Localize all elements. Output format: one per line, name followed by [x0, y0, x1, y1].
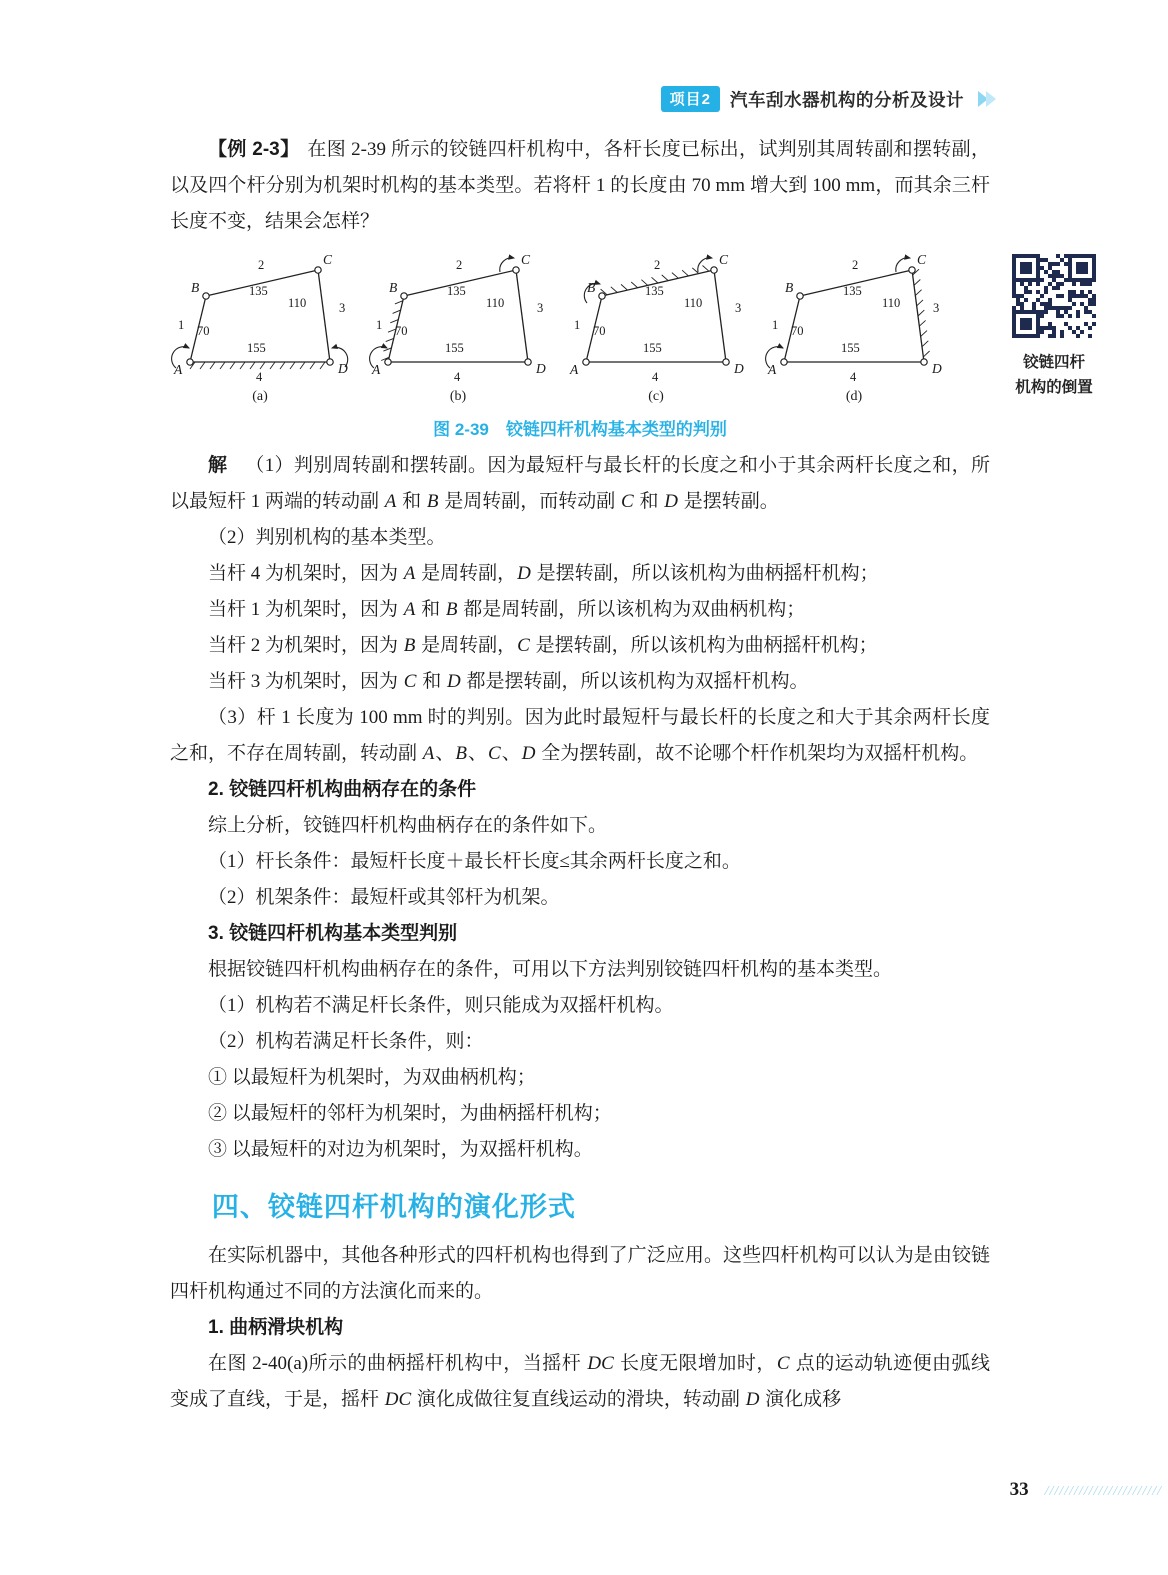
svg-text:2: 2: [654, 258, 661, 272]
linkage-diagram-c: [566, 250, 756, 409]
svg-text:1: 1: [772, 318, 779, 332]
svg-text:D: D: [536, 361, 546, 376]
svg-text:2: 2: [258, 258, 265, 272]
chevron-right-icon: [974, 90, 1000, 108]
svg-text:D: D: [932, 361, 942, 376]
figure-caption: 图 2-39 铰链四杆机构基本类型的判别: [433, 420, 727, 439]
page-header: [661, 86, 1000, 112]
heading-slider-crank: 1. 曲柄滑块机构: [208, 1317, 344, 1338]
svg-text:1: 1: [178, 318, 185, 332]
svg-text:B: B: [587, 280, 596, 295]
svg-text:3: 3: [339, 301, 346, 315]
section3-paragraph-1: 根据铰链四杆机构曲柄存在的条件，可用以下方法判别铰链四杆机构的基本类型。: [208, 959, 893, 980]
svg-text:70: 70: [395, 324, 408, 338]
qr-code[interactable]: [1012, 254, 1096, 338]
section2-item-1: （1）杆长条件：最短杆长度＋最长杆长度≤其余两杆长度之和。: [208, 851, 741, 872]
section3-sub-2: ② 以最短杆的邻杆为机架时，为曲柄摇杆机构；: [208, 1103, 612, 1124]
figure-2-39: [170, 250, 1093, 409]
footer-hatch-decoration: ////////////////////////: [1044, 1484, 1162, 1499]
svg-text:3: 3: [537, 301, 544, 315]
solution-paragraph-1: [170, 448, 990, 520]
svg-text:A: A: [174, 362, 183, 377]
example-paragraph: [170, 132, 990, 240]
svg-text:4: 4: [454, 370, 461, 384]
qr-block: [1008, 254, 1100, 400]
linkage-diagram-b: [368, 250, 558, 409]
svg-text:4: 4: [652, 370, 659, 384]
section3-sub-3: ③ 以最短杆的对边为机架时，为双摇杆机构。: [208, 1139, 593, 1160]
page-footer: [1010, 1479, 1162, 1501]
section4-paragraph-2: 在图 2-40(a)所示的曲柄摇杆机构中，当摇杆 DC 长度无限增加时，C 点的运动轨迹便由弧线变成了直线，于是，摇杆 DC 演化成做往复直线运动的滑块，转动副 D 演化成移: [170, 1353, 990, 1410]
svg-text:4: 4: [850, 370, 857, 384]
section-heading-evolution: 四、铰链四杆机构的演化形式: [211, 1192, 576, 1222]
svg-text:B: B: [389, 280, 398, 295]
section3-item-2: （2）机构若满足杆长条件，则：: [208, 1031, 484, 1052]
qr-code-svg: [1012, 254, 1096, 338]
svg-text:110: 110: [684, 296, 703, 310]
svg-text:135: 135: [249, 284, 268, 298]
svg-text:135: 135: [645, 284, 664, 298]
svg-text:135: 135: [447, 284, 466, 298]
project-badge: 项目2: [661, 86, 720, 112]
svg-text:(c): (c): [648, 389, 664, 404]
svg-text:C: C: [719, 252, 729, 267]
example-tag: 【例 2-3】: [208, 139, 300, 160]
svg-text:1: 1: [376, 318, 383, 332]
svg-text:70: 70: [197, 324, 210, 338]
heading-type-judgement: 3. 铰链四杆机构基本类型判别: [208, 923, 458, 944]
qr-caption: [1008, 350, 1100, 400]
solution-case-1: 当杆 4 为机架时，因为 A 是周转副，D 是摆转副，所以该机构为曲柄摇杆机构；: [208, 563, 879, 584]
svg-text:C: C: [917, 252, 927, 267]
svg-text:(d): (d): [845, 389, 863, 404]
svg-text:2: 2: [456, 258, 463, 272]
linkage-diagram-a: [170, 250, 360, 409]
solution-paragraph-3: （3）杆 1 长度为 100 mm 时的判别。因为此时最短杆与最长杆的长度之和大于其余两杆长度之和，不存在周转副，转动副 A、B、C、D 全为摆转副，故不论哪个杆作机架均为双摇杆机构。: [170, 707, 990, 764]
header-title: 汽车刮水器机构的分析及设计: [730, 89, 964, 110]
section2-paragraph-1: 综上分析，铰链四杆机构曲柄存在的条件如下。: [208, 815, 608, 836]
svg-text:3: 3: [735, 301, 742, 315]
svg-text:B: B: [785, 280, 794, 295]
svg-text:70: 70: [593, 324, 606, 338]
svg-text:(b): (b): [449, 389, 467, 404]
svg-text:C: C: [521, 252, 531, 267]
svg-text:155: 155: [643, 341, 662, 355]
svg-text:3: 3: [933, 301, 940, 315]
section3-item-1: （1）机构若不满足杆长条件，则只能成为双摇杆机构。: [208, 995, 674, 1016]
solution-case-2: 当杆 1 为机架时，因为 A 和 B 都是周转副，所以该机构为双曲柄机构；: [208, 599, 806, 620]
svg-text:A: A: [372, 362, 381, 377]
content: [170, 132, 1093, 1418]
solution-text-1: （1）判别周转副和摆转副。因为最短杆与最长杆的长度之和小于其余两杆长度之和，所以最短杆 1 两端的转动副 A 和 B 是周转副，而转动副 C 和 D 是摆转副。: [170, 455, 990, 512]
svg-text:1: 1: [574, 318, 581, 332]
svg-text:D: D: [734, 361, 744, 376]
linkage-diagrams: [170, 250, 990, 409]
svg-text:D: D: [338, 361, 348, 376]
svg-text:A: A: [768, 362, 777, 377]
svg-text:135: 135: [843, 284, 862, 298]
section3-sub-1: ① 以最短杆为机架时，为双曲柄机构；: [208, 1067, 536, 1088]
solution-case-4: 当杆 3 为机架时，因为 C 和 D 都是摆转副，所以该机构为双摇杆机构。: [208, 671, 809, 692]
section4-paragraph-1: 在实际机器中，其他各种形式的四杆机构也得到了广泛应用。这些四杆机构可以认为是由铰链四杆机构通过不同的方法演化而来的。: [170, 1245, 990, 1302]
svg-text:110: 110: [882, 296, 901, 310]
svg-text:C: C: [323, 252, 333, 267]
solution-paragraph-2: （2）判别机构的基本类型。: [208, 527, 446, 548]
solution-case-3: 当杆 2 为机架时，因为 B 是周转副，C 是摆转副，所以该机构为曲柄摇杆机构；: [208, 635, 878, 656]
page-number: 33: [1009, 1479, 1029, 1500]
linkage-diagram-d: [764, 250, 954, 409]
svg-text:110: 110: [486, 296, 505, 310]
svg-text:(a): (a): [252, 389, 268, 404]
svg-text:155: 155: [445, 341, 464, 355]
qr-caption-line1: 铰链四杆: [1022, 354, 1085, 371]
section2-item-2: （2）机架条件：最短杆或其邻杆为机架。: [208, 887, 560, 908]
example-text: 在图 2-39 所示的铰链四杆机构中，各杆长度已标出，试判别其周转副和摆转副，以及四个杆分别为机架时机构的基本类型。若将杆 1 的长度由 70 mm 增大到 100 mm，而其余三杆长度不变，结果会怎样？: [170, 139, 990, 232]
solution-tag: 解: [208, 455, 228, 476]
svg-text:A: A: [570, 362, 579, 377]
svg-text:4: 4: [256, 370, 263, 384]
svg-text:2: 2: [852, 258, 859, 272]
heading-crank-condition: 2. 铰链四杆机构曲柄存在的条件: [208, 779, 477, 800]
svg-text:B: B: [191, 280, 200, 295]
svg-text:70: 70: [791, 324, 804, 338]
svg-text:155: 155: [841, 341, 860, 355]
qr-caption-line2: 机构的倒置: [1015, 379, 1093, 396]
svg-text:155: 155: [247, 341, 266, 355]
svg-text:110: 110: [288, 296, 307, 310]
